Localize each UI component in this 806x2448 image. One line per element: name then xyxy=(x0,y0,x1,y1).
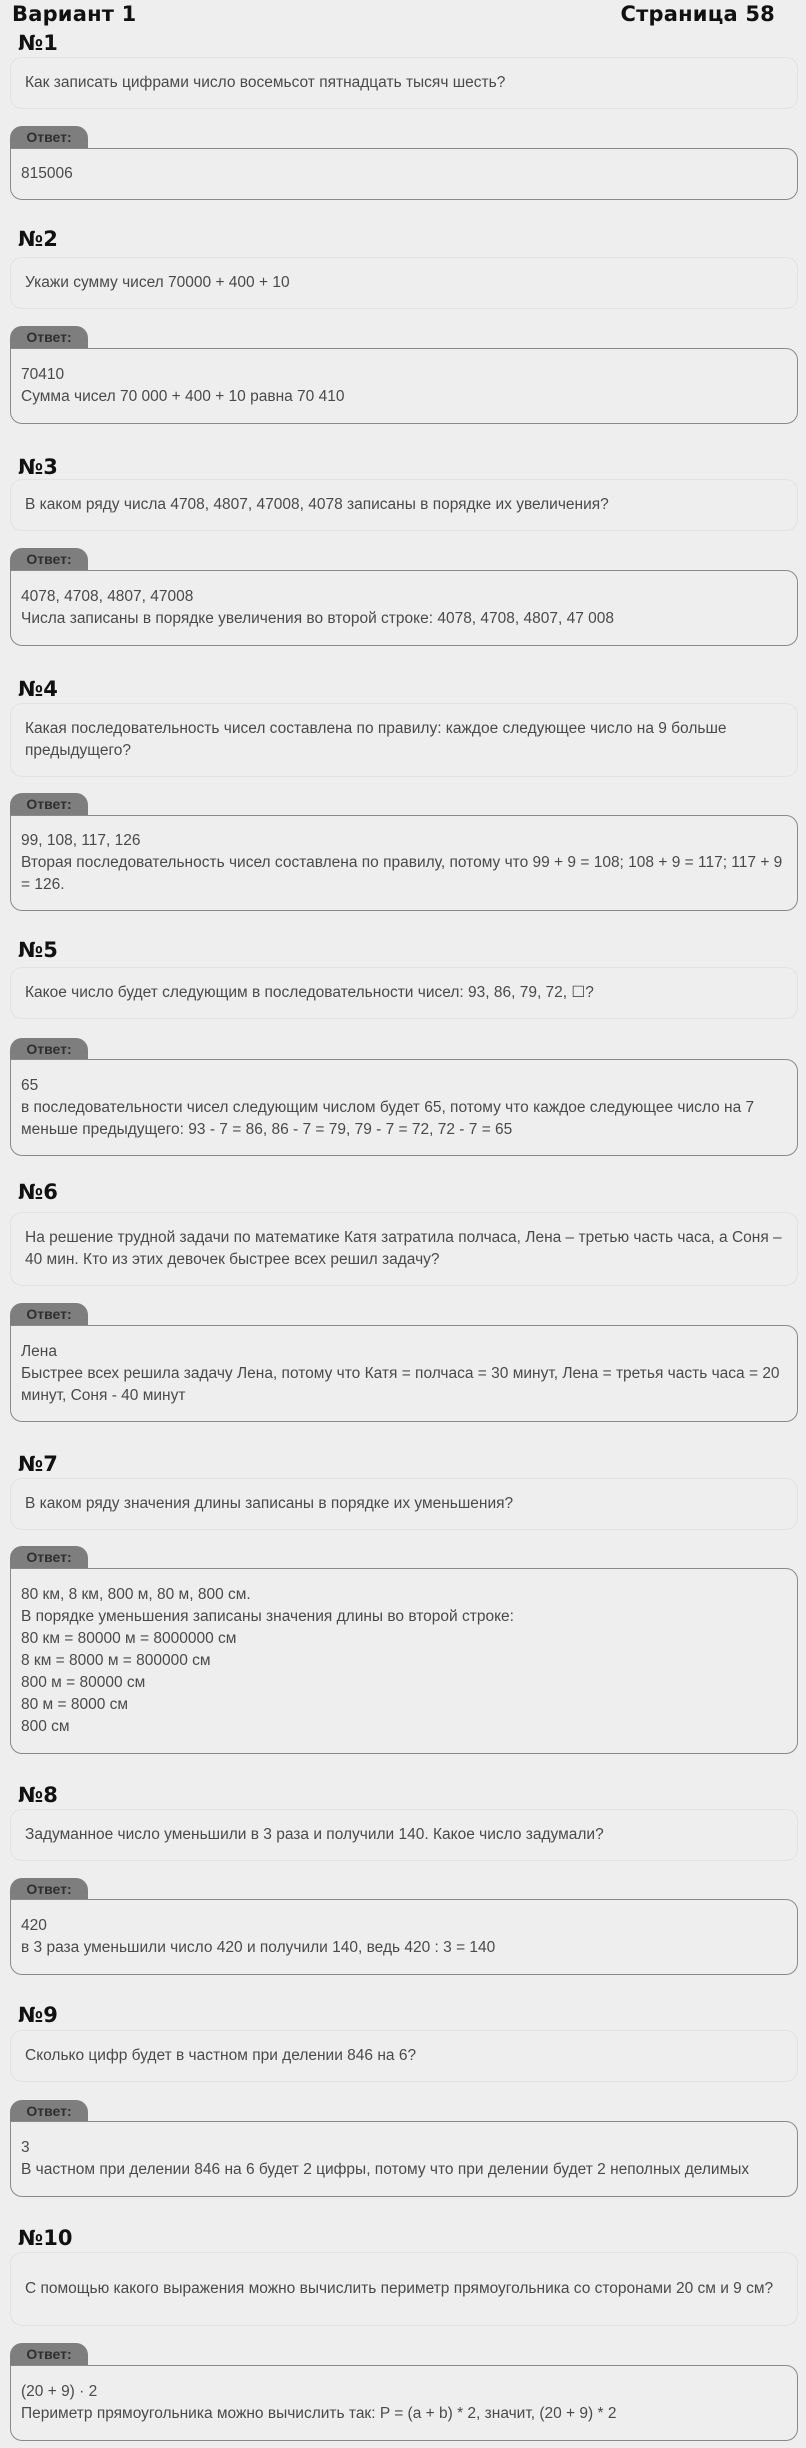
variant-title: Вариант 1 xyxy=(12,2,137,26)
answer-line: 65 xyxy=(21,1076,39,1094)
question-box xyxy=(10,257,798,309)
answer-box xyxy=(10,1059,798,1156)
question-box xyxy=(10,1809,798,1861)
question-text: Укажи сумму чисел 70000 + 400 + 10 xyxy=(25,274,290,291)
task-number: №1 xyxy=(18,31,58,55)
answer-box xyxy=(10,815,798,911)
answer-line: в последовательности чисел следующим числом будет 65, потому что каждое следующее число на 7 меньше предыдущего: 93 - 7 = 86, 86 - 7 = 79, 79 - 7 = 72, 72 - 7 = 65 xyxy=(21,1098,755,1138)
question-text: Какая последовательность чисел составлена по правилу: каждое следующее число на 9 больше предыдущего? xyxy=(25,720,727,759)
answer-box xyxy=(10,148,798,200)
question-text: На решение трудной задачи по математике Катя затратила полчаса, Лена – третью часть часа, а Соня – 40 мин. Кто из этих девочек быстрее всех решил задачу? xyxy=(25,1229,782,1268)
answer-line: 80 км = 80000 м = 8000000 см xyxy=(21,1630,237,1647)
answer-box xyxy=(10,348,798,424)
answer-line: В частном при делении 846 на 6 будет 2 цифры, потому что при делении будет 2 неполных делимых xyxy=(21,2161,750,2178)
question-text: Сколько цифр будет в частном при делении 846 на 6? xyxy=(25,2047,417,2064)
answer-line: Вторая последовательность чисел составлена по правилу, потому что 99 + 9 = 108; 108 + 9 = 117; 117 + 9 = 126. xyxy=(21,854,783,893)
answer-line: 4078, 4708, 4807, 47008 xyxy=(21,588,194,605)
question-box xyxy=(10,1212,798,1286)
answer-tab: Ответ: xyxy=(10,1303,88,1325)
task-number: №10 xyxy=(18,2226,73,2250)
task-number: №3 xyxy=(18,455,58,479)
answer-box xyxy=(10,1325,798,1422)
question-text: Как записать цифрами число восемьсот пятнадцать тысяч шесть? xyxy=(25,74,506,91)
answer-tab: Ответ: xyxy=(10,126,88,148)
answer-tab: Ответ: xyxy=(10,326,88,348)
answer-box xyxy=(10,2365,798,2441)
answer-tab: Ответ: xyxy=(10,548,88,570)
answer-line: Сумма чисел 70 000 + 400 + 10 равна 70 410 xyxy=(21,388,345,405)
answer-line: 800 м = 80000 см xyxy=(21,1674,146,1691)
answer-line: Лена xyxy=(21,1342,57,1360)
answer-line: в 3 раза уменьшили число 420 и получили 140, ведь 420 : 3 = 140 xyxy=(21,1939,496,1956)
question-text: Задуманное число уменьшили в 3 раза и получили 140. Какое число задумали? xyxy=(25,1826,604,1843)
answer-line: 815006 xyxy=(21,165,73,182)
answer-line: (20 + 9) · 2 xyxy=(21,2383,98,2400)
answer-tab: Ответ: xyxy=(10,2100,88,2122)
task-number: №5 xyxy=(18,938,58,962)
answer-tab: Ответ: xyxy=(10,793,88,815)
answer-tab: Ответ: xyxy=(10,1878,88,1900)
answer-line: 420 xyxy=(21,1917,47,1934)
task-number: №9 xyxy=(18,2003,58,2027)
answer-line: 800 см xyxy=(21,1718,70,1735)
page-number: Страница 58 xyxy=(620,2,775,26)
answer-line: Периметр прямоугольника можно вычислить так: P = (a + b) * 2, значит, (20 + 9) * 2 xyxy=(21,2405,617,2422)
answer-box xyxy=(10,570,798,646)
answer-line: 80 м = 8000 см xyxy=(21,1696,129,1713)
answer-line: Числа записаны в порядке увеличения во второй строке: 4078, 4708, 4807, 47 008 xyxy=(21,610,615,627)
answer-line: Быстрее всех решила задачу Лена, потому что Катя = полчаса = 30 минут, Лена = третья часть часа = 20 минут, Соня - 40 минут xyxy=(21,1364,780,1404)
question-box xyxy=(10,967,798,1019)
page-header xyxy=(0,0,806,30)
question-box xyxy=(10,479,798,531)
task-number: №6 xyxy=(18,1180,58,1204)
question-box xyxy=(10,703,798,777)
question-box xyxy=(10,57,798,109)
question-text: В каком ряду значения длины записаны в порядке их уменьшения? xyxy=(25,1495,514,1512)
question-box xyxy=(10,1478,798,1530)
answer-line: 99, 108, 117, 126 xyxy=(21,832,141,849)
answer-box xyxy=(10,2121,798,2197)
question-box xyxy=(10,2252,798,2326)
task-number: №8 xyxy=(18,1783,58,1807)
answer-line: 8 км = 8000 м = 800000 см xyxy=(21,1652,211,1669)
task-number: №7 xyxy=(18,1452,58,1476)
question-text: С помощью какого выражения можно вычислить периметр прямоугольника со сторонами 20 см и 9 см? xyxy=(25,2280,774,2297)
task-number: №2 xyxy=(18,227,58,251)
answer-line: 70410 xyxy=(21,366,65,383)
answer-tab: Ответ: xyxy=(10,1546,88,1568)
answer-tab: Ответ: xyxy=(10,2343,88,2365)
question-text: Какое число будет следующим в последовательности чисел: 93, 86, 79, 72, ☐? xyxy=(25,984,594,1001)
answer-line: 80 км, 8 км, 800 м, 80 м, 800 см. xyxy=(21,1586,251,1603)
question-text: В каком ряду числа 4708, 4807, 47008, 4078 записаны в порядке их увеличения? xyxy=(25,496,609,513)
answer-box xyxy=(10,1899,798,1975)
answer-line: 3 xyxy=(21,2139,30,2156)
answer-line: В порядке уменьшения записаны значения длины во второй строке: xyxy=(21,1608,514,1625)
question-box xyxy=(10,2030,798,2082)
answer-box xyxy=(10,1568,798,1754)
answer-tab: Ответ: xyxy=(10,1038,88,1060)
task-number: №4 xyxy=(18,677,58,701)
